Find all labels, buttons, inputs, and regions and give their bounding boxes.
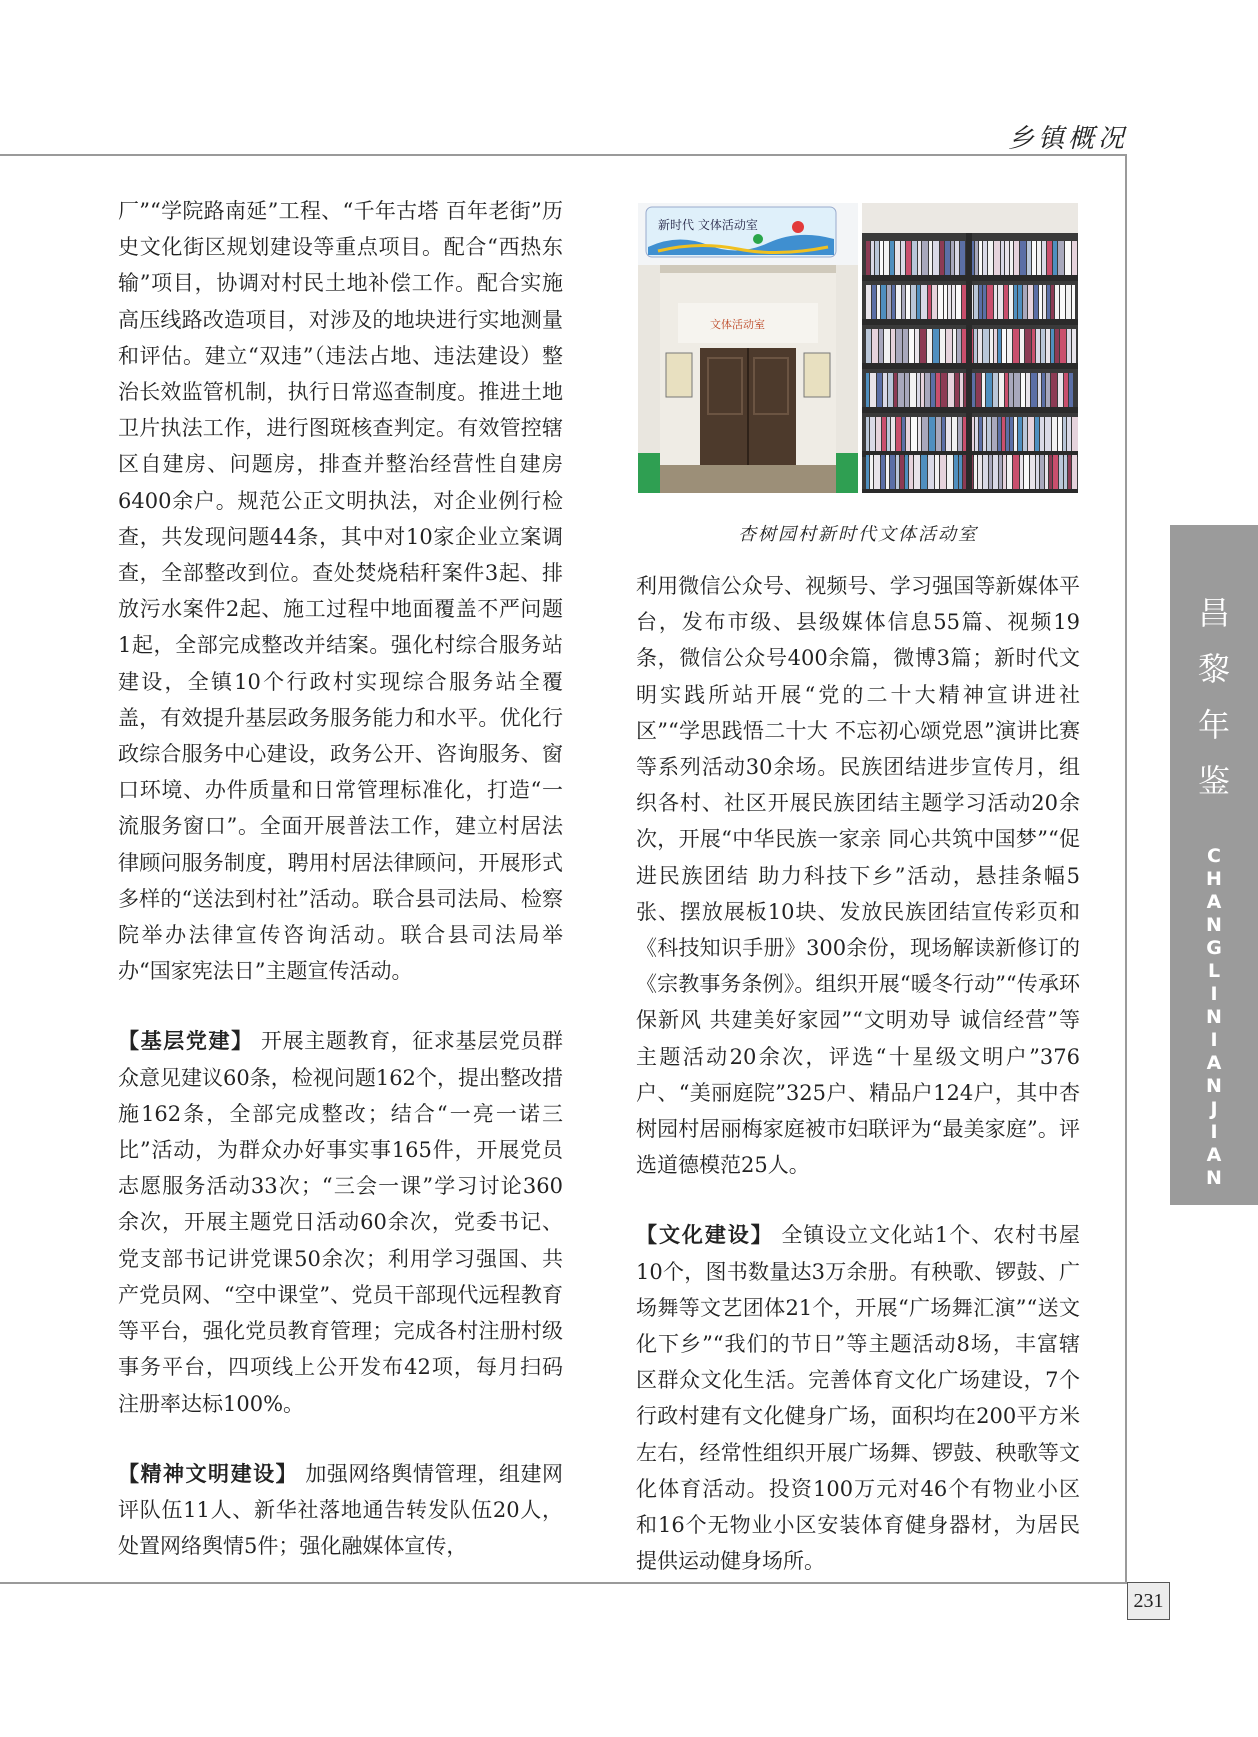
book-spine: [974, 285, 978, 319]
activity-room-entrance-photo: [638, 203, 858, 493]
book-spine: [974, 455, 977, 489]
book-spine: [1045, 455, 1048, 489]
book-spine: [1047, 285, 1050, 319]
book-spine: [1046, 373, 1050, 407]
book-spine: [1049, 455, 1052, 489]
book-spine: [905, 455, 908, 489]
book-spine: [1069, 373, 1073, 407]
book-spine: [938, 285, 943, 319]
book-spine: [874, 455, 880, 489]
book-spine: [1072, 417, 1078, 451]
book-spine: [902, 285, 905, 319]
book-spine: [879, 329, 883, 363]
book-spine: [1047, 241, 1052, 275]
book-spine: [877, 285, 880, 319]
book-spine: [909, 329, 914, 363]
book-spine: [993, 373, 998, 407]
book-spine: [952, 417, 957, 451]
book-spine: [1040, 455, 1044, 489]
book-spine: [1031, 373, 1037, 407]
book-spine: [1053, 455, 1058, 489]
book-spine: [951, 241, 954, 275]
book-spine: [979, 417, 982, 451]
book-spine: [925, 373, 930, 407]
book-spine: [866, 373, 869, 407]
book-spine: [955, 241, 959, 275]
book-spine: [887, 285, 891, 319]
book-spine: [1051, 373, 1057, 407]
book-spine: [1045, 417, 1051, 451]
book-spine: [940, 241, 944, 275]
book-spine: [1010, 241, 1013, 275]
book-spine: [917, 373, 920, 407]
book-spine: [993, 455, 998, 489]
book-spine: [983, 417, 986, 451]
book-spine: [872, 329, 878, 363]
book-spine: [935, 455, 939, 489]
book-spine: [1060, 329, 1066, 363]
book-spine: [912, 241, 917, 275]
book-spine: [882, 417, 886, 451]
book-spine: [914, 455, 920, 489]
book-spine: [911, 285, 916, 319]
book-spine: [1007, 329, 1012, 363]
book-spine: [1023, 285, 1027, 319]
book-spine: [1003, 455, 1006, 489]
book-spine: [896, 455, 899, 489]
book-spine: [1020, 241, 1026, 275]
book-spine: [948, 373, 954, 407]
book-spine: [891, 417, 895, 451]
book-spine: [1058, 417, 1062, 451]
book-spine: [1009, 373, 1013, 407]
book-spine: [870, 417, 875, 451]
book-spine: [1051, 285, 1054, 319]
book-spine: [866, 329, 871, 363]
book-spine: [906, 417, 910, 451]
book-spine: [872, 285, 876, 319]
book-spine: [946, 329, 952, 363]
book-spine: [1032, 241, 1036, 275]
book-spine: [922, 417, 928, 451]
book-spine: [947, 455, 953, 489]
book-spine: [1005, 241, 1009, 275]
book-spine: [957, 329, 961, 363]
book-spine: [896, 417, 901, 451]
book-spine: [989, 455, 992, 489]
book-spine: [884, 329, 890, 363]
page-number: 231: [1127, 1582, 1170, 1620]
book-spine: [921, 455, 927, 489]
left-column: [118, 193, 563, 1564]
paragraph-culture: [636, 1217, 1080, 1579]
book-spine: [933, 329, 939, 363]
book-spine: [979, 241, 982, 275]
shelf-divider: [966, 233, 972, 493]
book-spine: [1014, 285, 1017, 319]
book-spine: [1032, 329, 1035, 363]
book-spine: [903, 329, 908, 363]
book-spine: [1059, 455, 1063, 489]
book-spine: [979, 285, 982, 319]
book-spine: [1030, 455, 1035, 489]
book-spine: [875, 241, 879, 275]
book-spine: [877, 373, 882, 407]
book-spine: [1064, 373, 1068, 407]
party-building-body: 开展主题教育，征求基层党员群众意见建议60条，检视问题162个，提出整改措施162条，全部完成整改；结合“一亮一诺三比”活动，为群众办好事实事165件，开展党员志愿服务活动33次；“三会一课”学习讨论360余次，开展主题党日活动60余次，党委书记、党支部书记讲党课50余次；利用学习强国、共产党员网、“空中课堂”、党员干部现代远程教育等平台，强化党员教育管理；完成各村注册村级事务平台，四项线上公开发布42项，每月扫码注册率达标100%。: [118, 1029, 564, 1416]
book-spine: [1036, 455, 1039, 489]
book-spine: [952, 285, 955, 319]
book-spine: [1002, 417, 1005, 451]
book-spine: [978, 455, 982, 489]
book-spine: [1039, 285, 1042, 319]
culture-heading: 【文化建设】: [636, 1223, 774, 1248]
book-spine: [1023, 417, 1027, 451]
book-spine: [982, 373, 985, 407]
book-spine: [1063, 417, 1066, 451]
book-spine: [1046, 329, 1050, 363]
book-spine: [944, 285, 947, 319]
book-spine: [956, 285, 961, 319]
book-spine: [945, 241, 950, 275]
book-spine: [1051, 329, 1054, 363]
book-spine: [1018, 417, 1022, 451]
book-spine: [1034, 285, 1038, 319]
book-spine: [1020, 455, 1023, 489]
book-spine: [975, 417, 978, 451]
book-spine: [1014, 241, 1019, 275]
activity-room-photos: [638, 203, 1078, 493]
book-spine: [892, 285, 895, 319]
book-spine: [931, 373, 935, 407]
book-spine: [1058, 241, 1064, 275]
book-spine: [870, 373, 876, 407]
book-spine: [929, 417, 935, 451]
sign-left-text: 新时代 文体活动室: [658, 218, 758, 232]
book-spine: [1028, 417, 1034, 451]
book-spine: [954, 455, 958, 489]
book-spine: [928, 285, 931, 319]
book-spine: [888, 373, 893, 407]
book-spine: [1014, 417, 1017, 451]
book-spine: [955, 373, 959, 407]
book-spine: [999, 455, 1002, 489]
sidebar-title: 昌 黎 年 鉴: [1197, 594, 1230, 800]
book-spine: [994, 241, 1000, 275]
book-spine: [1072, 241, 1077, 275]
book-spine: [1020, 329, 1024, 363]
book-spine: [928, 455, 934, 489]
book-spine: [905, 373, 909, 407]
book-spine: [1036, 329, 1040, 363]
party-building-heading: 【基层党建】: [118, 1029, 254, 1054]
book-spine: [1064, 455, 1067, 489]
book-spine: [891, 329, 895, 363]
book-spine: [983, 329, 989, 363]
book-spine: [983, 285, 986, 319]
civilization-body: 加强网络舆情管理，组建网评队伍11人、新华社落地通告转发队伍20人，处置网络舆情5件；强化融媒体宣传，: [118, 1461, 563, 1559]
book-spine: [1018, 285, 1022, 319]
book-spine: [1040, 417, 1044, 451]
book-spine: [1041, 329, 1045, 363]
book-spine: [1026, 373, 1030, 407]
book-spine: [900, 455, 904, 489]
book-spine: [959, 455, 962, 489]
book-spine: [1055, 329, 1059, 363]
book-spine: [880, 241, 883, 275]
book-spine: [933, 241, 939, 275]
section-header: 乡镇概况: [1007, 124, 1128, 154]
book-spine: [1013, 329, 1019, 363]
book-spine: [953, 329, 956, 363]
civilization-heading: 【精神文明建设】: [118, 1461, 299, 1486]
book-spine: [1042, 373, 1045, 407]
book-spine: [932, 285, 937, 319]
book-spine: [887, 417, 890, 451]
book-spine: [990, 329, 993, 363]
book-spine: [1060, 285, 1065, 319]
book-spine: [946, 417, 951, 451]
book-spine: [1055, 285, 1059, 319]
book-spine: [994, 285, 997, 319]
book-spine: [898, 373, 904, 407]
book-spine: [918, 417, 921, 451]
book-spine: [936, 373, 940, 407]
book-spine: [975, 241, 978, 275]
book-spine: [871, 241, 874, 275]
book-spine: [998, 329, 1001, 363]
book-spine: [998, 285, 1003, 319]
book-spine: [911, 417, 917, 451]
book-spine: [929, 241, 932, 275]
paragraph-media: 利用微信公众号、视频号、学习强国等新媒体平台，发布市级、县级媒体信息55篇、视频19条，微信公众号400余篇，微博3篇；新时代文明实践所站开展“党的二十大精神宣讲进社区”“学思践悟二十大 不忘初心颂党恩”演讲比赛等系列活动30余场。民族团结进步宣传月，组织各村、社区开展民族团结主题学习活动20余次，开展“中华民族一家亲 同心共筑中国梦”“促进民族团结 助力科技下乡”活动，悬挂条幅5张、摆放展板10块、发放民族团结宣传彩页和《科技知识手册》300余份，现场解读新修订的《宗教事务条例》。组织开展“暖冬行动”“传承环保新风 共建美好家园”“文明劝导 诚信经营”等主题活动20余次，评选“十星级文明户”376户、“美丽庭院”325户、精品户124户，其中杏树园村居丽梅家庭被市妇联评为“最美家庭”。评选道德模范25人。: [636, 574, 1080, 1178]
book-spine: [999, 373, 1004, 407]
book-spine: [978, 329, 982, 363]
book-spine: [987, 417, 991, 451]
book-spine: [1066, 285, 1071, 319]
book-spine: [896, 329, 902, 363]
book-spine: [1065, 241, 1071, 275]
book-spine: [941, 373, 947, 407]
bookshelf-photo: [862, 203, 1078, 493]
book-spine: [1067, 329, 1071, 363]
book-spine: [1006, 417, 1009, 451]
book-spine: [958, 417, 962, 451]
book-spine: [883, 373, 887, 407]
book-spine: [915, 329, 919, 363]
book-spine: [1042, 241, 1046, 275]
book-spine: [927, 329, 932, 363]
book-spine: [960, 373, 963, 407]
book-spine: [896, 285, 901, 319]
book-spine: [921, 373, 924, 407]
book-spine: [909, 455, 913, 489]
book-spine: [1043, 285, 1046, 319]
book-spine: [1027, 241, 1031, 275]
book-spine: [940, 329, 945, 363]
book-spine: [1009, 285, 1013, 319]
book-spine: [1010, 417, 1013, 451]
book-spine: [881, 285, 886, 319]
book-spine: [1007, 455, 1012, 489]
book-spine: [942, 417, 945, 451]
book-spine: [987, 285, 993, 319]
book-spine: [986, 373, 992, 407]
book-spine: [886, 455, 889, 489]
culture-body: 全镇设立文化站1个、农村书屋10个，图书数量达3万余册。有秧歌、锣鼓、广场舞等文艺团体21个，开展“广场舞汇演”“送文化下乡”“我们的节日”等主题活动8场，丰富辖区群众文化生活。完善体育文化广场建设，7个行政村建有文化健身广场，面积均在200平方米左右，经常性组织开展广场舞、锣鼓、秧歌等文化体育活动。投资100万元对46个有物业小区和16个无物业小区安装体育健身器材，为居民提供运动健身场所。: [636, 1223, 1080, 1574]
paragraph-civilization: [118, 1456, 563, 1565]
book-spine: [1072, 329, 1076, 363]
book-spine: [890, 455, 895, 489]
book-spine: [976, 373, 981, 407]
book-spine: [1058, 373, 1063, 407]
book-spine: [876, 417, 881, 451]
door-sign-text: 文体活动室: [710, 318, 765, 331]
book-spine: [910, 373, 916, 407]
right-column: [636, 568, 1080, 1579]
book-spine: [974, 329, 977, 363]
book-spine: [1002, 329, 1006, 363]
book-spine: [906, 241, 911, 275]
book-spine: [866, 455, 869, 489]
book-spine: [1038, 373, 1041, 407]
paragraph-party-building: [118, 1023, 563, 1421]
book-spine: [1053, 241, 1057, 275]
book-spine: [918, 241, 921, 275]
book-spine: [940, 455, 946, 489]
book-spine: [948, 285, 951, 319]
book-spine: [988, 241, 993, 275]
book-spine: [994, 329, 997, 363]
paragraph-intro: 厂”“学院路南延”工程、“千年古塔 百年老街”历史文化街区规划建设等重点项目。配合“西热东输”项目，协调对村民土地补偿工作。配合实施高压线路改造项目，对涉及的地块进行实地测量和评估。建立“双违”（违法占地、违法建设）整治长效监管机制，执行日常巡查制度。推进土地卫片执法工作，进行图斑核查判定。有效管控辖区自建房、问题房，排查并整治经营性自建房6400余户。规范公正文明执法，对企业例行检查，共发现问题44条，其中对10家企业立案调查，全部整改到位。查处焚烧秸秆案件3起、排放污水案件2起、施工过程中地面覆盖不严问题1起，全部完成整改并结案。强化村综合服务站建设，全镇10个行政村实现综合服务站全覆盖，有效提升基层政务服务能力和水平。优化行政综合服务中心建设，政务公开、咨询服务、窗口环境、办件质量和日常管理标准化，打造“一流服务窗口”。全面开展普法工作，建立村居法律顾问服务制度，聘用村居法律顾问，开展形式多样的“送法到村社”活动。联合县司法局、检察院举办法律宣传咨询活动。联合县司法局举办“国家宪法日”主题宣传活动。: [118, 199, 563, 984]
book-spine: [881, 455, 885, 489]
book-spine: [894, 373, 897, 407]
book-spine: [895, 241, 900, 275]
book-spine: [960, 241, 965, 275]
book-spine: [884, 241, 889, 275]
figure-caption: 杏树园村新时代文体活动室: [738, 524, 978, 545]
book-spine: [983, 455, 988, 489]
book-spine: [1072, 455, 1077, 489]
book-spine: [1001, 241, 1004, 275]
book-spine: [920, 329, 926, 363]
book-spine: [1021, 373, 1025, 407]
book-spine: [866, 285, 871, 319]
book-spine: [1013, 455, 1019, 489]
book-spine: [1028, 285, 1033, 319]
sidebar-pinyin: C H A N G L I N I A N J I A N: [1206, 845, 1222, 1189]
book-spine: [936, 417, 941, 451]
yearbook-sidebar: [1170, 525, 1258, 1205]
book-spine: [902, 417, 905, 451]
book-spine: [992, 417, 997, 451]
book-spine: [870, 455, 873, 489]
book-spine: [1072, 285, 1075, 319]
book-spine: [1037, 241, 1041, 275]
book-spine: [1068, 455, 1071, 489]
book-spine: [906, 285, 910, 319]
book-spine: [1035, 417, 1039, 451]
book-spine: [1067, 417, 1071, 451]
book-spine: [866, 241, 870, 275]
book-spine: [921, 285, 927, 319]
book-spine: [1014, 373, 1020, 407]
book-spine: [1005, 373, 1008, 407]
book-spine: [917, 285, 920, 319]
book-spine: [922, 241, 928, 275]
book-spine: [1024, 455, 1029, 489]
book-spine: [998, 417, 1001, 451]
book-spine: [983, 241, 987, 275]
book-spine: [866, 417, 869, 451]
book-spine: [1025, 329, 1031, 363]
book-spine: [890, 241, 894, 275]
book-spine: [1004, 285, 1008, 319]
book-spine: [1052, 417, 1057, 451]
book-spine: [901, 241, 905, 275]
